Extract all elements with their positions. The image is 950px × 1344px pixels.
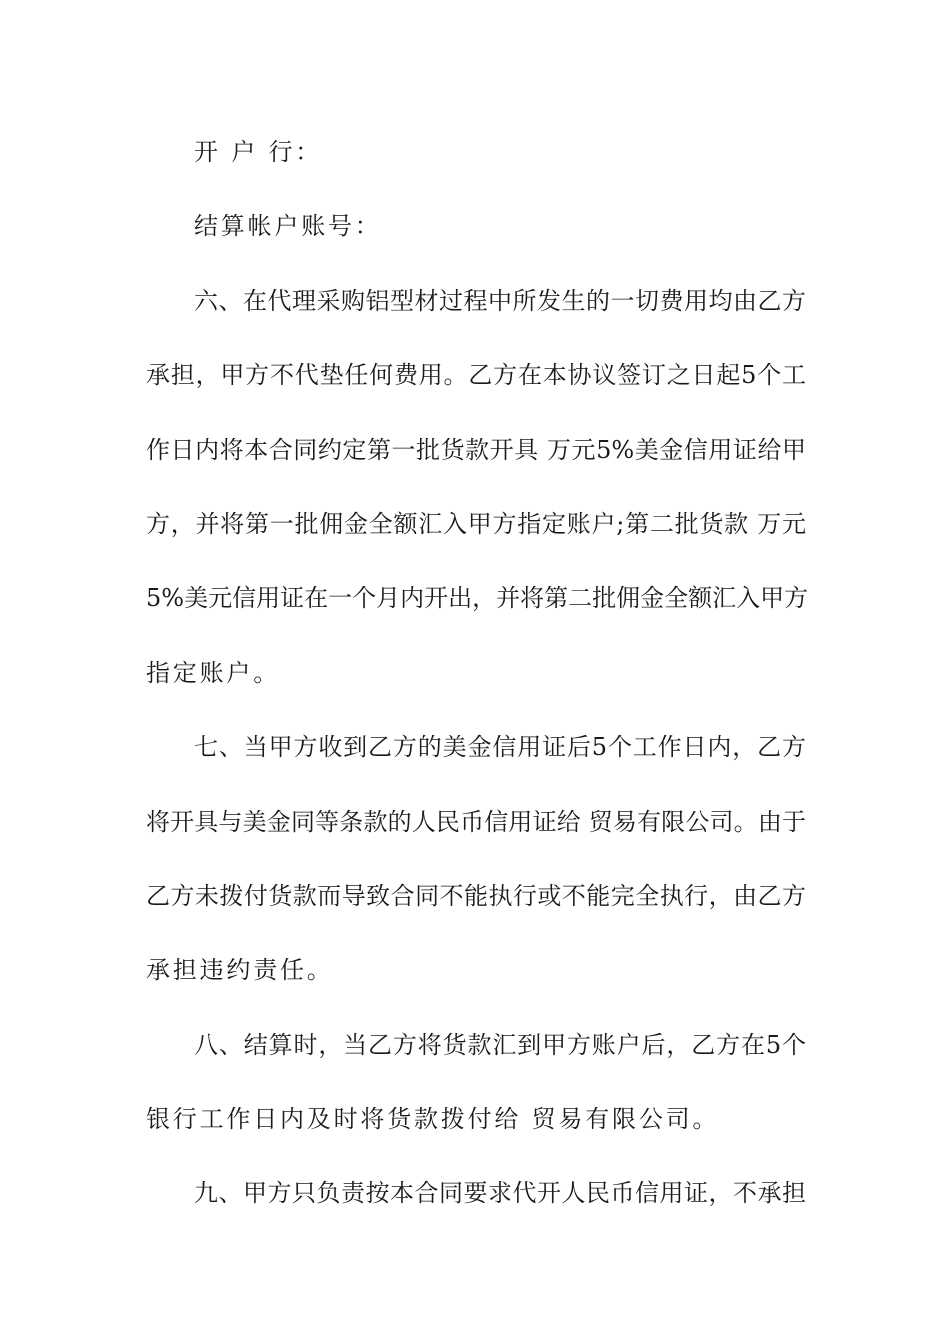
clause-6-line-5: 5%美元信用证在一个月内开出，并将第二批佣金全额汇入甲方: [146, 584, 809, 613]
clause-7-line-4: 承担违约责任。: [146, 956, 334, 985]
clause-8-line-1: 八、结算时，当乙方将货款汇到甲方账户后，乙方在5个: [194, 1030, 806, 1059]
clause-6-line-6: 指定账户。: [146, 658, 280, 687]
clause-8-line-2: 银行工作日内及时将货款拨付给 贸易有限公司。: [146, 1105, 720, 1134]
bank-name-line: 开 户 行：: [194, 138, 323, 166]
clause-7-line-3: 乙方未拨付货款而导致合同不能执行或不能完全执行，由乙方: [146, 881, 806, 910]
clause-6-line-1: 六、在代理采购铝型材过程中所发生的一切费用均由乙方: [194, 286, 806, 315]
contract-text: [146, 128, 809, 1244]
clause-6-line-2: 承担，甲方不代垫任何费用。乙方在本协议签订之日起5个工: [146, 361, 806, 390]
clause-6-line-4: 方，并将第一批佣金全额汇入甲方指定账户;第二批货款 万元: [146, 509, 806, 538]
clause-9-line-1: 九、甲方只负责按本合同要求代开人民币信用证，不承担: [194, 1179, 806, 1208]
clause-7-line-1: 七、当甲方收到乙方的美金信用证后5个工作日内，乙方: [194, 733, 806, 762]
clause-7-line-2: 将开具与美金同等条款的人民币信用证给 贸易有限公司。由于: [146, 807, 806, 836]
account-number-line: 结算帐户账号：: [194, 212, 382, 241]
clause-6-line-3: 作日内将本合同约定第一批货款开具 万元5%美金信用证给甲: [146, 435, 806, 464]
